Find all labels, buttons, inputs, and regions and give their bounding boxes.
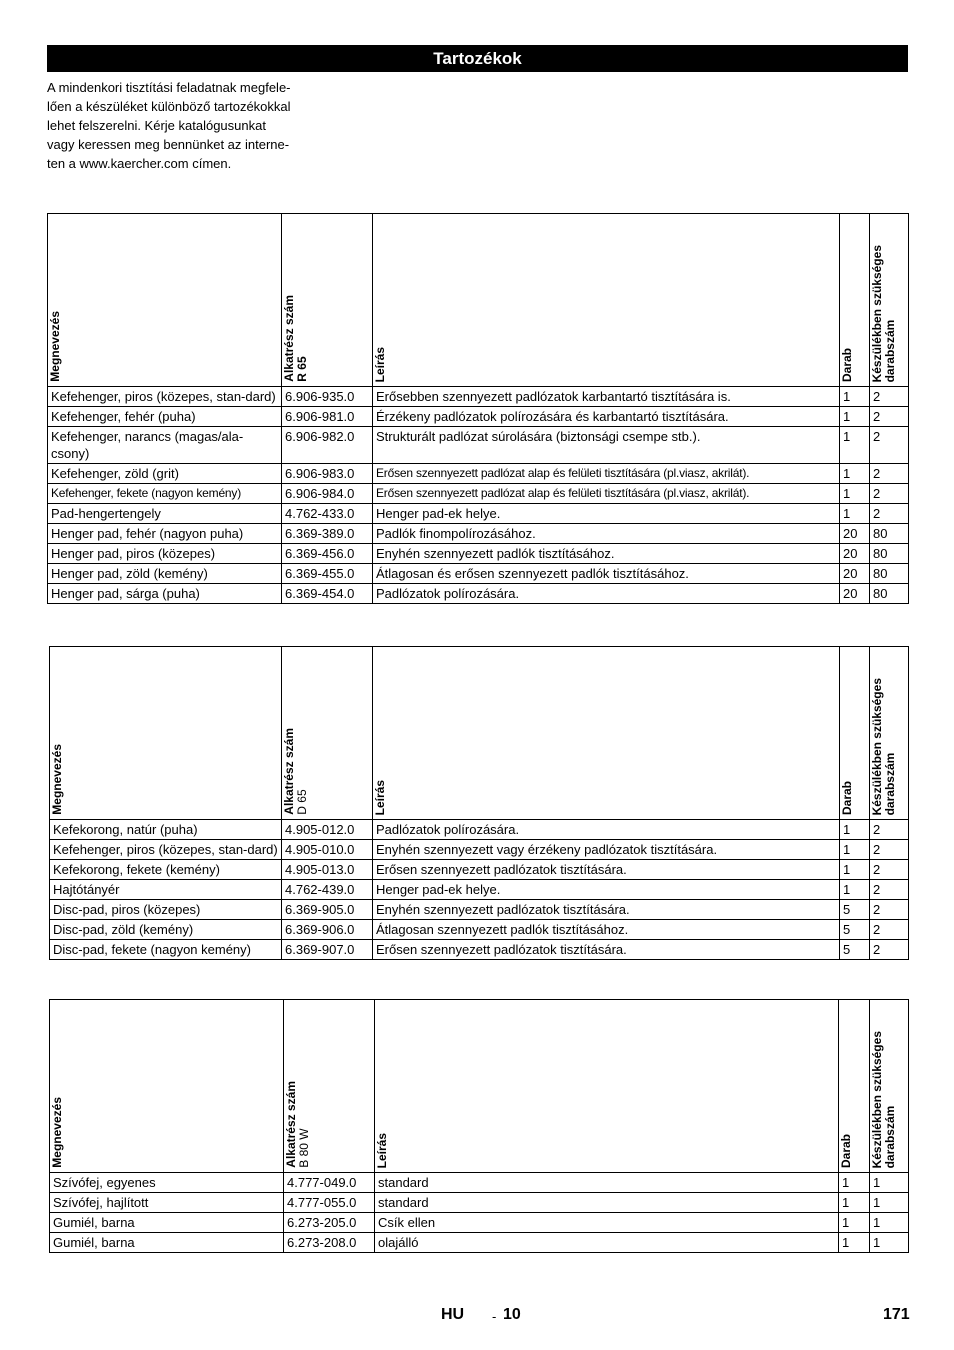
cell-qty: 1 [839,1173,870,1193]
cell-name: Kefehenger, piros (közepes, stan-dard) [48,387,282,407]
cell-desc: Strukturált padlózat súrolására (biztonsági csempe stb.). [373,427,840,464]
cell-part: 6.369-907.0 [282,940,373,960]
table-row [48,427,909,464]
cell-desc: Padlók finompolírozásához. [373,524,840,544]
cell-part: 6.369-389.0 [282,524,373,544]
cell-desc: Átlagosan szennyezett padlók tisztításához. [373,920,840,940]
cell-part: 4.777-049.0 [284,1173,375,1193]
table-row [50,880,909,900]
header-desc: Leírás [375,1000,839,1173]
cell-name: Gumiél, barna [50,1213,284,1233]
cell-qty: 20 [840,544,870,564]
cell-part: 6.906-982.0 [282,427,373,464]
cell-part: 4.762-433.0 [282,504,373,524]
cell-req: 2 [870,840,909,860]
cell-name: Kefekorong, fekete (kemény) [50,860,282,880]
table-row [50,860,909,880]
cell-part: 4.905-013.0 [282,860,373,880]
cell-part: 6.273-205.0 [284,1213,375,1233]
table-row [48,524,909,544]
cell-req: 1 [870,1213,909,1233]
cell-req: 2 [870,427,909,464]
cell-qty: 1 [840,840,870,860]
cell-desc: Enyhén szennyezett padlók tisztításához. [373,544,840,564]
table-row [50,940,909,960]
cell-qty: 20 [840,564,870,584]
footer-lang: HU [441,1306,465,1323]
cell-qty: 1 [839,1213,870,1233]
cell-desc: Átlagosan és erősen szennyezett padlók tisztításához. [373,564,840,584]
cell-req: 2 [870,820,909,840]
cell-desc: Enyhén szennyezett vagy érzékeny padlózatok tisztítására. [373,840,840,860]
cell-part: 6.906-983.0 [282,464,373,484]
cell-part: 6.369-455.0 [282,564,373,584]
cell-name: Hajtótányér [50,880,282,900]
table-row [50,1233,909,1253]
cell-qty: 1 [840,880,870,900]
cell-desc: Erősebben szennyezett padlózatok karbantartó tisztítására is. [373,387,840,407]
cell-part: 4.777-055.0 [284,1193,375,1213]
cell-req: 80 [870,524,909,544]
table-header-row [50,647,909,820]
header-qty: Darab [840,214,870,387]
cell-desc: Padlózatok polírozására. [373,584,840,604]
header-part: Alkatrész szám R 65 [282,214,373,387]
model-label: B 80 W [297,1128,311,1168]
cell-desc: Henger pad-ek helye. [373,880,840,900]
cell-part: 6.369-905.0 [282,900,373,920]
cell-part: 4.905-010.0 [282,840,373,860]
table-row [48,464,909,484]
cell-part: 4.905-012.0 [282,820,373,840]
table-row [48,407,909,427]
table-header-row [50,1000,909,1173]
cell-name: Kefehenger, fekete (nagyon kemény) [48,484,282,504]
cell-req: 1 [870,1193,909,1213]
table-row [48,484,909,504]
cell-name: Kefekorong, natúr (puha) [50,820,282,840]
cell-desc: Erősen szennyezett padlózatok tisztítására. [373,860,840,880]
cell-qty: 1 [840,484,870,504]
cell-name: Disc-pad, zöld (kemény) [50,920,282,940]
cell-req: 80 [870,584,909,604]
cell-desc: Erősen szennyezett padlózat alap és felületi tisztítására (pl.viasz, akrilát). [373,484,840,504]
cell-qty: 1 [840,427,870,464]
cell-name: Szívófej, hajlított [50,1193,284,1213]
table-row [48,544,909,564]
footer-section-page: 10 [503,1306,521,1323]
cell-name: Kefehenger, piros (közepes, stan-dard) [50,840,282,860]
cell-name: Henger pad, fehér (nagyon puha) [48,524,282,544]
header-part: Alkatrész szám B 80 W [284,1000,375,1173]
cell-qty: 1 [840,407,870,427]
cell-qty: 1 [840,820,870,840]
cell-desc: Erősen szennyezett padlózatok tisztítására. [373,940,840,960]
cell-req: 80 [870,564,909,584]
cell-req: 2 [870,387,909,407]
header-req: Készülékben szükséges darabszám [870,1000,909,1173]
cell-qty: 1 [839,1233,870,1253]
cell-name: Kefehenger, zöld (grit) [48,464,282,484]
cell-qty: 20 [840,584,870,604]
header-qty: Darab [839,1000,870,1173]
cell-part: 4.762-439.0 [282,880,373,900]
cell-qty: 1 [840,860,870,880]
cell-qty: 1 [840,464,870,484]
cell-req: 2 [870,920,909,940]
table-row [50,840,909,860]
cell-qty: 5 [840,900,870,920]
cell-desc: standard [375,1173,839,1193]
cell-req: 1 [870,1233,909,1253]
header-name: Megnevezés [50,647,282,820]
cell-req: 2 [870,464,909,484]
table-row [50,1173,909,1193]
table-row [48,504,909,524]
cell-desc: Enyhén szennyezett padlózatok tisztítására. [373,900,840,920]
cell-qty: 1 [840,387,870,407]
cell-req: 2 [870,900,909,920]
header-req: Készülékben szükséges darabszám [870,647,909,820]
cell-name: Kefehenger, narancs (magas/ala-csony) [48,427,282,464]
cell-qty: 1 [839,1193,870,1213]
model-label: R 65 [295,356,309,382]
cell-req: 1 [870,1173,909,1193]
section-title: Tartozékok [47,45,908,72]
header-name: Megnevezés [48,214,282,387]
accessories-table-d65 [49,646,909,960]
footer-dash: - [492,1309,497,1324]
header-desc: Leírás [373,214,840,387]
table-row [48,564,909,584]
cell-part: 6.273-208.0 [284,1233,375,1253]
cell-desc: Érzékeny padlózatok polírozására és karbantartó tisztítására. [373,407,840,427]
intro-text: A mindenkori tisztítási feladatnak megfele- lően a készüléket különböző tartozékokkal lehet felszerelni. Kérje katalógusunkat vagy keressen meg bennünket az interne- ten a www.kaercher.com címen. [47,80,291,171]
model-label: D 65 [295,789,309,815]
cell-desc: Padlózatok polírozására. [373,820,840,840]
table-row [50,900,909,920]
cell-part: 6.906-981.0 [282,407,373,427]
cell-req: 2 [870,484,909,504]
header-part: Alkatrész szám D 65 [282,647,373,820]
table-row [48,584,909,604]
cell-desc: Csík ellen [375,1213,839,1233]
cell-part: 6.369-906.0 [282,920,373,940]
cell-name: Kefehenger, fehér (puha) [48,407,282,427]
page-number: 171 [883,1306,910,1323]
cell-desc: Erősen szennyezett padlózat alap és felületi tisztítására (pl.viasz, akrilát). [373,464,840,484]
cell-part: 6.369-456.0 [282,544,373,564]
cell-qty: 5 [840,940,870,960]
cell-req: 2 [870,860,909,880]
cell-part: 6.369-454.0 [282,584,373,604]
cell-req: 2 [870,407,909,427]
cell-qty: 20 [840,524,870,544]
cell-part: 6.906-984.0 [282,484,373,504]
cell-desc: standard [375,1193,839,1213]
table-row [50,920,909,940]
accessories-table-r65 [47,213,909,604]
cell-name: Disc-pad, fekete (nagyon kemény) [50,940,282,960]
table-row [50,1213,909,1233]
header-desc: Leírás [373,647,840,820]
cell-desc: olajálló [375,1233,839,1253]
table-row [50,1193,909,1213]
table-row [48,387,909,407]
header-req: Készülékben szükséges darabszám [870,214,909,387]
cell-qty: 1 [840,504,870,524]
header-name: Megnevezés [50,1000,284,1173]
cell-req: 80 [870,544,909,564]
cell-name: Gumiél, barna [50,1233,284,1253]
cell-name: Henger pad, sárga (puha) [48,584,282,604]
cell-name: Szívófej, egyenes [50,1173,284,1193]
table-row [50,820,909,840]
accessories-table-b80w [49,999,909,1253]
cell-req: 2 [870,940,909,960]
cell-name: Pad-hengertengely [48,504,282,524]
header-qty: Darab [840,647,870,820]
cell-name: Disc-pad, piros (közepes) [50,900,282,920]
cell-req: 2 [870,504,909,524]
cell-desc: Henger pad-ek helye. [373,504,840,524]
cell-req: 2 [870,880,909,900]
cell-qty: 5 [840,920,870,940]
cell-name: Henger pad, zöld (kemény) [48,564,282,584]
cell-part: 6.906-935.0 [282,387,373,407]
cell-name: Henger pad, piros (közepes) [48,544,282,564]
table-header-row [48,214,909,387]
